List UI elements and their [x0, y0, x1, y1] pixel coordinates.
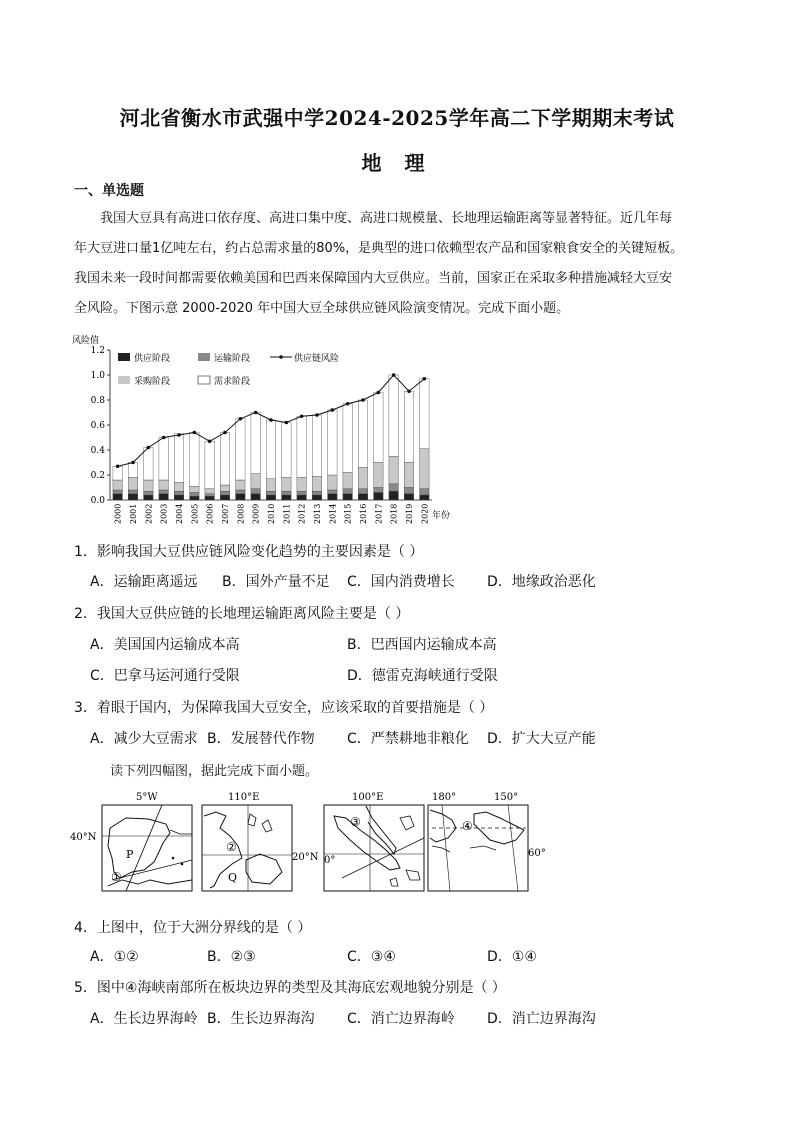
risk-point — [239, 417, 243, 421]
question-4-stem: 4．上图中，位于大洲分界线的是（ ） — [74, 920, 312, 936]
passage-line: 年大豆进口量1亿吨左右，约占总需求量的80%，是典型的进口依赖型农产品和国家粮食安全的关键短板。 — [74, 241, 684, 256]
bar-segment — [282, 491, 292, 495]
bar-segment — [128, 494, 138, 500]
bar-segment — [282, 478, 292, 492]
q4-option-a[interactable]: A．①② — [90, 949, 139, 965]
bar-segment — [420, 379, 430, 449]
bar-segment — [312, 415, 322, 476]
bar-segment — [420, 489, 430, 495]
y-tick-label: 1.2 — [90, 346, 105, 356]
risk-point — [300, 414, 304, 418]
chart-legend — [118, 352, 339, 387]
map1-longitude-label: 5°W — [136, 792, 158, 803]
y-tick-label: 0.2 — [90, 471, 105, 481]
bar-segment — [328, 410, 338, 475]
bar-segment — [358, 494, 368, 500]
map4-longitude-label-180: 180° — [432, 792, 457, 803]
bar-segment — [328, 475, 338, 490]
bar-segment — [312, 491, 322, 495]
risk-point — [223, 431, 227, 435]
bar-segment — [282, 495, 292, 500]
passage-line: 全风险。下图示意 2000-2020 年中国大豆全球供应链风险演变情况。完成下面小题。 — [74, 301, 570, 316]
x-tick-label: 2019 — [405, 503, 414, 524]
risk-point — [407, 389, 411, 393]
bar-segment — [251, 494, 261, 500]
bar-segment — [404, 391, 414, 462]
x-tick-label: 2009 — [251, 503, 261, 524]
x-tick-label: 2000 — [113, 503, 123, 524]
q1-option-c[interactable]: C．国内消费增长 — [347, 574, 455, 590]
bar-segment — [190, 496, 200, 500]
q2-option-c[interactable]: C．巴拿马运河通行受限 — [90, 668, 240, 684]
bar-segment — [205, 441, 215, 489]
legend-swatch-demand — [198, 376, 210, 384]
bar-segment — [312, 495, 322, 500]
bar-segment — [113, 490, 123, 494]
legend-marker — [279, 355, 283, 359]
bar-segment — [404, 488, 414, 494]
bar-segment — [113, 480, 123, 490]
risk-point — [193, 431, 197, 435]
bar-segment — [266, 420, 276, 479]
q2-option-d[interactable]: D．德雷克海峡通行受限 — [347, 668, 498, 684]
maps-figure — [70, 788, 550, 896]
x-tick-label: 2016 — [359, 503, 368, 524]
q5-option-d[interactable]: D．消亡边界海沟 — [487, 1011, 596, 1027]
risk-point — [116, 464, 120, 468]
q5-option-b[interactable]: B．生长边界海沟 — [207, 1011, 315, 1027]
question-3-stem: 3．着眼于国内，为保障我国大豆安全，应该采取的首要措施是（ ） — [74, 700, 494, 716]
y-tick-label: 1.0 — [90, 371, 105, 381]
bar-segment — [220, 433, 230, 486]
bar-segment — [190, 486, 200, 492]
bar-segment — [128, 463, 138, 478]
risk-point — [208, 439, 212, 443]
y-axis-label: 风险值 — [72, 336, 100, 346]
passage-1 — [74, 204, 734, 324]
bar-segment — [266, 495, 276, 500]
legend-label: 供应阶段 — [134, 354, 171, 364]
bar-segment — [220, 495, 230, 500]
legend-swatch-transport — [198, 353, 210, 361]
bar-segment — [282, 423, 292, 478]
x-tick-label: 2003 — [159, 503, 169, 524]
map2-latitude-label: 20°N — [292, 852, 319, 863]
bar-segment — [190, 433, 200, 487]
bar-segment — [343, 494, 353, 500]
legend-label: 运输阶段 — [214, 354, 251, 364]
bar-segment — [297, 478, 307, 492]
bar-segment — [159, 438, 169, 481]
x-tick-label: 2011 — [282, 503, 292, 524]
q3-option-d[interactable]: D．扩大大豆产能 — [487, 731, 596, 747]
maps-intro: 读下列四幅图，据此完成下面小题。 — [110, 764, 319, 779]
q4-option-d[interactable]: D．①④ — [487, 949, 537, 965]
q5-option-a[interactable]: A．生长边界海岭 — [90, 1011, 198, 1027]
bar-segment — [389, 484, 399, 492]
q2-option-a[interactable]: A．美国国内运输成本高 — [90, 637, 240, 653]
q4-option-b[interactable]: B．②③ — [207, 949, 256, 965]
q3-option-b[interactable]: B．发展替代作物 — [207, 731, 315, 747]
x-tick-label: 2014 — [328, 503, 338, 524]
x-tick-label: 2004 — [175, 503, 184, 524]
bar-segment — [190, 493, 200, 497]
legend-label: 供应链风险 — [294, 354, 340, 364]
legend-label: 需求阶段 — [214, 377, 251, 387]
bar-segment — [343, 489, 353, 494]
risk-point — [285, 421, 289, 425]
risk-point — [147, 446, 151, 450]
section-heading: 一、单选题 — [74, 183, 144, 199]
bar-segment — [389, 375, 399, 456]
map-3-malacca — [324, 792, 424, 891]
map2-marker: ② — [226, 840, 237, 854]
bar-segment — [144, 480, 154, 491]
bar-segment — [144, 448, 154, 481]
bar-segment — [205, 496, 215, 500]
bar-segment — [251, 413, 261, 474]
q1-option-b[interactable]: B．国外产量不足 — [222, 574, 330, 590]
subject-title: 地 理 — [361, 151, 433, 175]
x-tick-label: 2005 — [190, 503, 200, 524]
map-2-hainan — [202, 792, 319, 891]
q3-option-a[interactable]: A．减少大豆需求 — [90, 731, 198, 747]
passage-line: 我国未来一段时间都需要依赖美国和巴西来保障国内大豆供应。当前，国家正在采取多种措施减轻大豆安 — [74, 271, 673, 286]
x-tick-label: 2001 — [129, 503, 138, 524]
bar-segment — [144, 491, 154, 495]
bar-segment — [236, 494, 246, 500]
q2-option-b[interactable]: B．巴西国内运输成本高 — [347, 637, 497, 653]
legend-swatch-procurement — [118, 376, 130, 384]
bar-segment — [328, 490, 338, 494]
map3-latitude-label: 0° — [324, 855, 336, 866]
map1-marker: ① — [111, 870, 122, 884]
bar-segment — [174, 495, 184, 500]
x-axis-label: 年份 — [432, 511, 451, 521]
bar-segment — [404, 494, 414, 500]
bar-segment — [374, 493, 384, 501]
bar-segment — [236, 419, 246, 480]
x-tick-label: 2020 — [420, 503, 430, 524]
passage-line: 我国大豆具有高进口依存度、高进口集中度、高进口规模量、长地理运输距离等显著特征。近几年每 — [100, 211, 673, 226]
bar-segment — [144, 495, 154, 500]
risk-point — [423, 377, 427, 381]
bar-segment — [420, 495, 430, 500]
map3-marker: ③ — [350, 815, 361, 829]
bar-segment — [358, 400, 368, 468]
legend-swatch-supply — [118, 353, 130, 361]
risk-point — [131, 461, 135, 465]
y-tick-label: 0.0 — [90, 496, 105, 506]
x-tick-label: 2006 — [205, 503, 215, 524]
bar-segment — [113, 494, 123, 500]
bar-segment — [220, 485, 230, 491]
bar-segment — [374, 488, 384, 493]
risk-point — [392, 373, 396, 377]
risk-point — [377, 391, 381, 395]
bar-segment — [159, 494, 169, 500]
bar-segment — [159, 480, 169, 490]
bar-segment — [266, 479, 276, 492]
y-tick-label: 0.6 — [90, 421, 105, 431]
risk-point — [331, 408, 335, 412]
x-tick-label: 2013 — [313, 503, 322, 524]
bar-segment — [174, 434, 184, 483]
bar-segment — [297, 416, 307, 477]
risk-chart — [70, 332, 470, 528]
x-tick-label: 2017 — [374, 503, 384, 524]
bar-segment — [236, 480, 246, 490]
question-2-stem: 2．我国大豆供应链的长地理运输距离风险主要是（ ） — [74, 606, 410, 622]
map-1-iberia — [70, 792, 192, 891]
map2-point-q: Q — [228, 871, 238, 884]
question-1-stem: 1．影响我国大豆供应链风险变化趋势的主要因素是（ ） — [74, 544, 424, 560]
bar-segment — [420, 449, 430, 489]
x-tick-label: 2008 — [236, 503, 246, 524]
bar-segment — [266, 491, 276, 495]
risk-point — [346, 402, 350, 406]
bar-segment — [205, 494, 215, 497]
bar-segment — [205, 489, 215, 494]
bar-segment — [174, 491, 184, 495]
map3-longitude-label: 100°E — [352, 792, 384, 803]
bar-segment — [297, 495, 307, 500]
risk-point — [254, 411, 258, 415]
map4-marker: ④ — [462, 819, 473, 833]
legend-label: 采购阶段 — [134, 377, 171, 387]
question-5-stem: 5．图中④海峡南部所在板块边界的类型及其海底宏观地貌分别是（ ） — [74, 980, 506, 996]
bar-segment — [374, 393, 384, 463]
bar-segment — [343, 404, 353, 473]
q3-option-c[interactable]: C．严禁耕地非粮化 — [347, 731, 469, 747]
bar-segment — [297, 491, 307, 495]
y-tick-label: 0.4 — [90, 446, 105, 456]
map-4-bering — [428, 792, 546, 891]
x-tick-label: 2015 — [343, 503, 353, 524]
risk-point — [269, 418, 273, 422]
q5-option-c[interactable]: C．消亡边界海岭 — [347, 1011, 455, 1027]
bar-segment — [128, 490, 138, 494]
bar-segment — [128, 478, 138, 491]
bar-segment — [389, 456, 399, 484]
risk-point — [162, 436, 166, 440]
bar-segment — [174, 483, 184, 492]
map1-point-p: P — [126, 848, 134, 861]
bar-segment — [251, 474, 261, 489]
exam-title: 河北省衡水市武强中学2024-2025学年高二下学期期末考试 — [119, 106, 675, 130]
bar-segment — [113, 466, 123, 480]
x-tick-label: 2007 — [221, 503, 230, 524]
q4-option-c[interactable]: C．③④ — [347, 949, 396, 965]
x-tick-label: 2012 — [297, 503, 307, 524]
x-tick-label: 2002 — [144, 503, 154, 524]
bar-segment — [251, 489, 261, 494]
bar-segment — [159, 490, 169, 494]
bar-segment — [389, 491, 399, 500]
bar-segment — [220, 491, 230, 495]
q1-option-a[interactable]: A．运输距离遥远 — [90, 574, 198, 590]
bar-segment — [358, 489, 368, 494]
bar-segment — [358, 468, 368, 489]
bar-segment — [312, 476, 322, 491]
x-tick-label: 2018 — [389, 503, 399, 524]
bar-segment — [328, 494, 338, 500]
x-tick-label: 2010 — [267, 503, 276, 524]
map4-latitude-label: 60° — [528, 848, 546, 859]
bar-segment — [236, 490, 246, 494]
risk-point — [177, 433, 181, 437]
y-tick-label: 0.8 — [90, 396, 105, 406]
bar-segment — [374, 463, 384, 488]
bar-segment — [404, 463, 414, 488]
map4-longitude-label-150: 150° — [494, 792, 519, 803]
bar-segment — [343, 473, 353, 489]
map1-latitude-label: 40°N — [70, 832, 97, 843]
map2-longitude-label: 110°E — [228, 792, 260, 803]
q1-option-d[interactable]: D．地缘政治恶化 — [487, 574, 596, 590]
risk-point — [361, 398, 365, 402]
risk-point — [315, 413, 319, 417]
